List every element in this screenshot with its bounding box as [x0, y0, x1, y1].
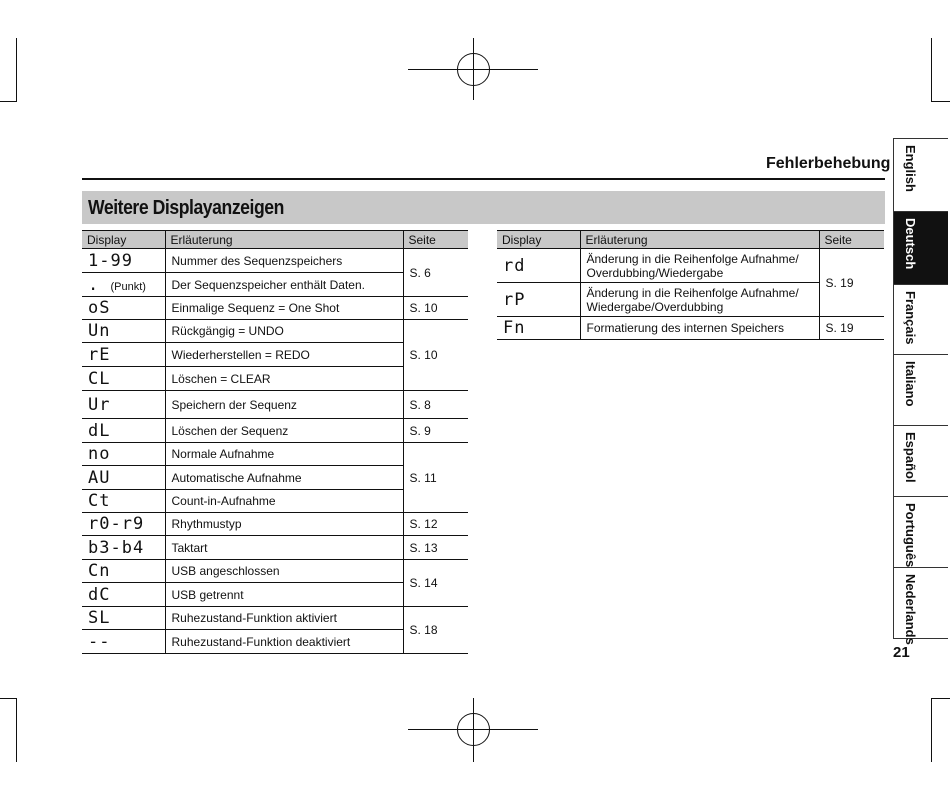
page-ref: S. 18 [403, 607, 468, 654]
language-tab-portugues[interactable]: Português [893, 496, 948, 567]
crop-mark [0, 698, 17, 699]
crop-mark [931, 698, 932, 762]
display-code: rP [497, 283, 580, 317]
crop-mark [931, 38, 932, 102]
display-code: dL [82, 419, 165, 443]
crop-mark [16, 38, 17, 102]
table-row [82, 560, 468, 583]
explanation: Wiederherstellen = REDO [165, 343, 403, 367]
page-ref: S. 13 [403, 536, 468, 560]
explanation: Ruhezustand-Funktion aktiviert [165, 607, 403, 630]
language-tab-espanol[interactable]: Español [893, 425, 948, 496]
explanation: Rückgängig = UNDO [165, 320, 403, 343]
display-code: Cn [82, 560, 165, 583]
display-code: no [82, 443, 165, 466]
crop-mark [931, 101, 950, 102]
language-tab-francais[interactable]: Français [893, 284, 948, 354]
column-header: Seite [819, 231, 884, 249]
display-code: SL [82, 607, 165, 630]
table-row [82, 443, 468, 466]
display-code: AU [82, 466, 165, 490]
table-row [82, 607, 468, 630]
display-code: dC [82, 583, 165, 607]
column-header: Erläuterung [165, 231, 403, 249]
language-tab-english[interactable]: English [893, 138, 948, 211]
display-code: 1-99 [82, 249, 165, 273]
display-code: r0-r9 [82, 513, 165, 536]
explanation: Normale Aufnahme [165, 443, 403, 466]
explanation: Ruhezustand-Funktion deaktiviert [165, 630, 403, 654]
page-ref: S. 12 [403, 513, 468, 536]
page-ref: S. 11 [403, 443, 468, 513]
explanation: Änderung in die Reihenfolge Aufnahme/ Overdubbing/Wiedergabe [580, 249, 819, 283]
display-table-right [497, 230, 884, 340]
section-header: Fehlerbehebung [766, 155, 891, 172]
page-ref: S. 10 [403, 297, 468, 320]
display-code: . (Punkt) [82, 273, 165, 297]
table-header-row [497, 231, 884, 249]
column-header: Seite [403, 231, 468, 249]
display-code: Fn [497, 317, 580, 340]
crop-mark [0, 101, 17, 102]
table-row [82, 320, 468, 343]
page-ref: S. 19 [819, 317, 884, 340]
table-row [82, 297, 468, 320]
display-code: rE [82, 343, 165, 367]
table-row [82, 536, 468, 560]
column-header: Erläuterung [580, 231, 819, 249]
explanation: Einmalige Sequenz = One Shot [165, 297, 403, 320]
column-header: Display [82, 231, 165, 249]
title-bar [82, 191, 885, 224]
explanation: Änderung in die Reihenfolge Aufnahme/ Wiedergabe/Overdubbing [580, 283, 819, 317]
table-row [497, 249, 884, 283]
explanation: Formatierung des internen Speichers [580, 317, 819, 340]
explanation: Speichern der Sequenz [165, 391, 403, 419]
table-row [82, 391, 468, 419]
page-ref: S. 19 [819, 249, 884, 317]
explanation: USB getrennt [165, 583, 403, 607]
display-code: Un [82, 320, 165, 343]
page-ref: S. 10 [403, 320, 468, 391]
table-header-row [82, 231, 468, 249]
explanation: Taktart [165, 536, 403, 560]
explanation: Löschen = CLEAR [165, 367, 403, 391]
explanation: Nummer des Sequenzspeichers [165, 249, 403, 273]
table-row [497, 317, 884, 340]
explanation: Rhythmustyp [165, 513, 403, 536]
page-title: Weitere Displayanzeigen [88, 197, 284, 219]
display-code: CL [82, 367, 165, 391]
language-tab-deutsch[interactable]: Deutsch [893, 211, 948, 284]
page-ref: S. 8 [403, 391, 468, 419]
explanation: USB angeschlossen [165, 560, 403, 583]
table-row [82, 419, 468, 443]
table-row [82, 513, 468, 536]
page-number: 21 [893, 644, 910, 661]
explanation: Löschen der Sequenz [165, 419, 403, 443]
page-ref: S. 6 [403, 249, 468, 297]
display-code: -- [82, 630, 165, 654]
page-ref: S. 14 [403, 560, 468, 607]
display-table-left [82, 230, 468, 654]
display-code: Ct [82, 490, 165, 513]
crop-mark [931, 698, 950, 699]
explanation: Count-in-Aufnahme [165, 490, 403, 513]
crop-mark [16, 698, 17, 762]
explanation: Der Sequenzspeicher enthält Daten. [165, 273, 403, 297]
display-code: Ur [82, 391, 165, 419]
display-code: oS [82, 297, 165, 320]
table-row [82, 249, 468, 273]
language-tab-italiano[interactable]: Italiano [893, 354, 948, 425]
display-code: b3-b4 [82, 536, 165, 560]
page-ref: S. 9 [403, 419, 468, 443]
column-header: Display [497, 231, 580, 249]
display-code: rd [497, 249, 580, 283]
language-tab-nederlands[interactable]: Nederlands [893, 567, 948, 639]
explanation: Automatische Aufnahme [165, 466, 403, 490]
header-rule [82, 178, 885, 180]
